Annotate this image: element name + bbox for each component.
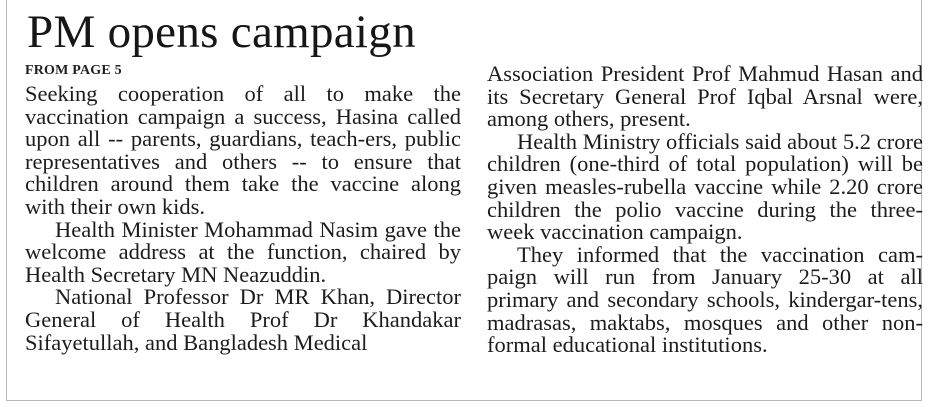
paragraph: Health Ministry officials said about 5.2 crore children (one-third of total population) will be given measles-rubella vaccine while 2.20 crore children the polio vaccine during the three-week vaccination campaign. — [487, 128, 923, 245]
paragraph: They informed that the vaccination cam-paign will run from January 25-30 at all primary and secondary schools, kindergar-tens, madrasas, maktabs, mosques and other non-formal educational institutions. — [487, 241, 923, 358]
kicker: FROM PAGE 5 — [25, 63, 122, 78]
paragraph: Seeking cooperation of all to make the vaccination campaign a success, Hasina called upon all -- parents, guardians, teach-ers, public representatives and others -- to ensure that children around them take the vaccine along with their own kids. — [25, 81, 461, 219]
paragraph: National Professor Dr MR Khan, Director General of Health Prof Dr Khandakar Sifayetullah, and Bangladesh Medical — [25, 284, 461, 355]
left-column — [25, 63, 461, 354]
paragraph: Health Minister Mohammad Nasim gave the welcome address at the function, chaired by Health Secretary MN Neazuddin. — [25, 216, 461, 287]
headline: PM opens campaign — [27, 6, 416, 58]
article-frame — [6, 0, 922, 401]
right-column — [487, 63, 923, 357]
paragraph: Association President Prof Mahmud Hasan and its Secretary General Prof Iqbal Arsnal were, among others, present. — [487, 61, 923, 132]
